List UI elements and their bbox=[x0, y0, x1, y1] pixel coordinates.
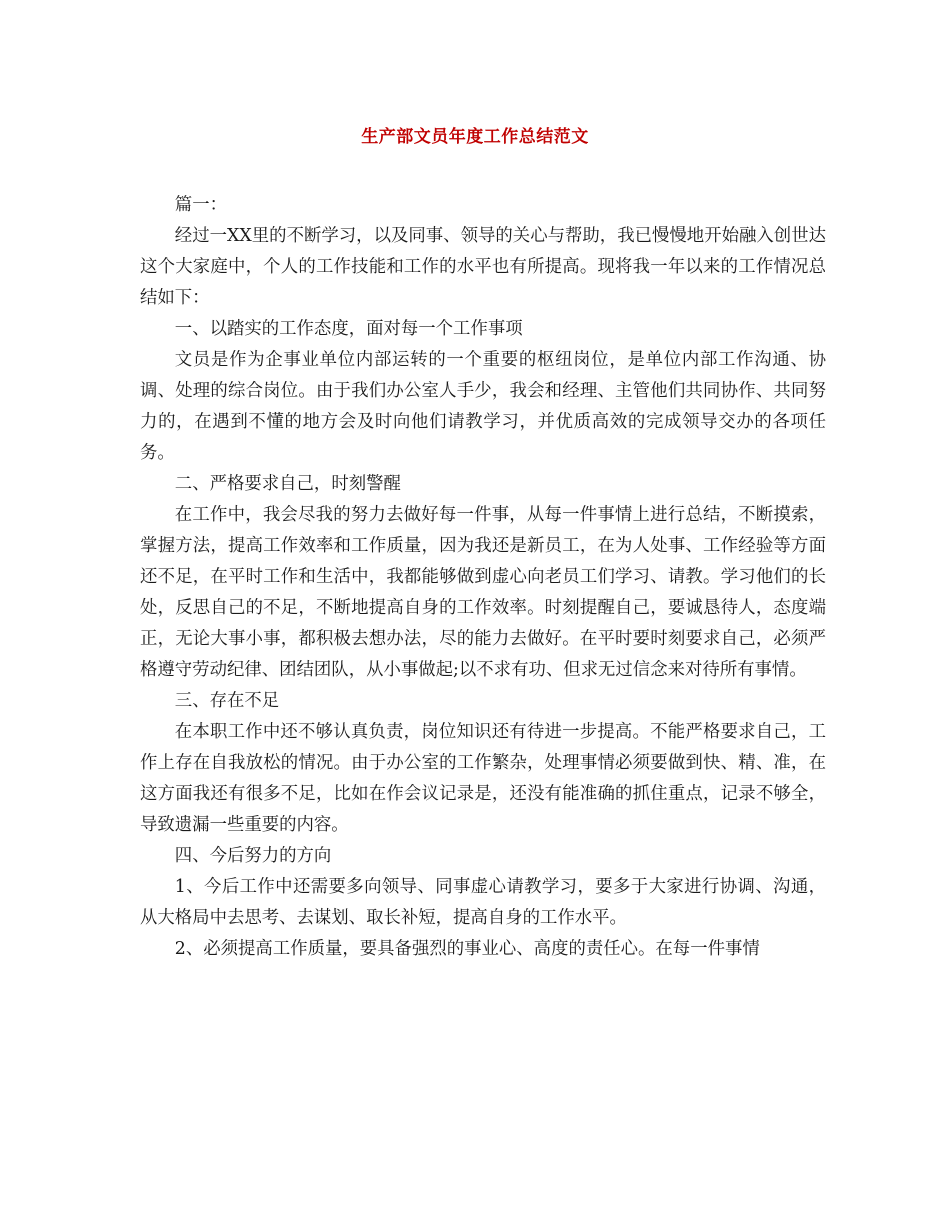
section-heading-1: 一、以踏实的工作态度，面对每一个工作事项 bbox=[174, 319, 523, 339]
list-item-1: 1、今后工作中还需要多向领导、同事虚心请教学习，要多于大家进行协调、沟通，从大格局中去思考、去谋划、取长补短，提高自身的工作水平。 bbox=[140, 877, 826, 928]
document-title: 生产部文员年度工作总结范文 bbox=[361, 127, 589, 147]
list-item-2: 2、必须提高工作质量，要具备强烈的事业心、高度的责任心。在每一件事情 bbox=[174, 939, 760, 959]
paragraph-3: 在本职工作中还不够认真负责，岗位知识还有待进一步提高。不能严格要求自己，工作上存在自我放松的情况。由于办公室的工作繁杂，处理事情必须要做到快、精、准，在这方面我还有很多不足，比如在作会议记录是，还没有能准确的抓住重点，记录不够全，导致遗漏一些重要的内容。 bbox=[140, 722, 826, 835]
document-body bbox=[140, 190, 826, 965]
intro-paragraph: 经过一XX里的不断学习，以及同事、领导的关心与帮助，我已慢慢地开始融入创世达这个大家庭中，个人的工作技能和工作的水平也有所提高。现将我一年以来的工作情况总结如下： bbox=[140, 226, 826, 308]
section-heading-2: 二、严格要求自己，时刻警醒 bbox=[174, 474, 401, 494]
section-label: 篇一： bbox=[174, 195, 227, 215]
paragraph-2: 在工作中，我会尽我的努力去做好每一件事，从每一件事情上进行总结，不断摸索，掌握方法，提高工作效率和工作质量，因为我还是新员工，在为人处事、工作经验等方面还不足，在平时工作和生活中，我都能够做到虚心向老员工们学习、请教。学习他们的长处，反思自己的不足，不断地提高自身的工作效率。时刻提醒自己，要诚恳待人，态度端正，无论大事小事，都积极去想办法，尽的能力去做好。在平时要时刻要求自己，必须严格遵守劳动纪律、团结团队，从小事做起;以不求有功、但求无过信念来对待所有事情。 bbox=[140, 505, 826, 680]
section-heading-3: 三、存在不足 bbox=[174, 691, 280, 711]
section-heading-4: 四、今后努力的方向 bbox=[174, 846, 332, 866]
paragraph-1: 文员是作为企事业单位内部运转的一个重要的枢纽岗位，是单位内部工作沟通、协调、处理的综合岗位。由于我们办公室人手少，我会和经理、主管他们共同协作、共同努力的，在遇到不懂的地方会及时向他们请教学习，并优质高效的完成领导交办的各项任务。 bbox=[140, 350, 826, 463]
